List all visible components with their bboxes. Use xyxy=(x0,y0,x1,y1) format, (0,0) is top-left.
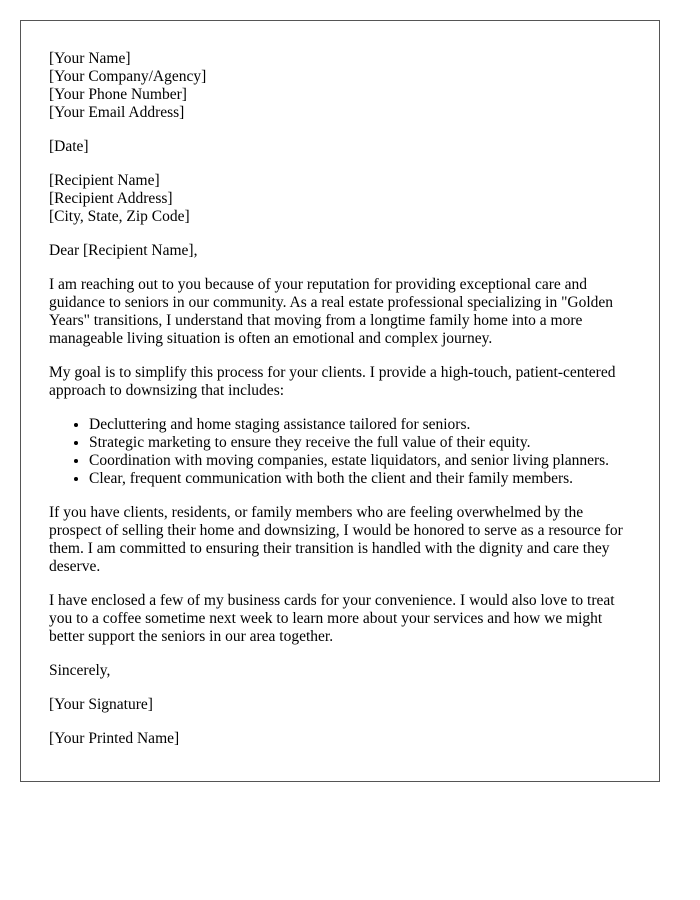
list-item: • Coordination with moving companies, estate liquidators, and senior living planners. xyxy=(89,452,631,470)
sender-phone: [Your Phone Number] xyxy=(49,86,187,103)
letter-date: [Date] xyxy=(49,138,89,155)
recipient-city-state-zip: [City, State, Zip Code] xyxy=(49,208,190,225)
list-item: • Strategic marketing to ensure they receive the full value of their equity. xyxy=(89,434,631,452)
goal-paragraph: My goal is to simplify this process for your clients. I provide a high-touch, patient-centered approach to downsizing that includes: xyxy=(49,364,616,399)
signature-placeholder: [Your Signature] xyxy=(49,696,153,713)
list-item: • Decluttering and home staging assistance tailored for seniors. xyxy=(89,416,631,434)
closing-paragraph: I have enclosed a few of my business cards for your convenience. I would also love to treat you to a coffee sometime next week to learn more about your services and how we might better support the seniors in our area together. xyxy=(49,592,615,645)
letter-page xyxy=(20,20,660,782)
sender-block xyxy=(49,50,631,122)
recipient-name: [Recipient Name] xyxy=(49,172,160,189)
offer-paragraph: If you have clients, residents, or family members who are feeling overwhelmed by the prospect of selling their home and downsizing, I would be honored to serve as a resource for them. I am committed to ensuring their transition is handled with the dignity and care they deserve. xyxy=(49,504,623,575)
recipient-block xyxy=(49,172,631,226)
intro-paragraph: I am reaching out to you because of your reputation for providing exceptional care and guidance to seniors in our community. As a real estate professional specializing in "Golden Years" transitions, I understand that moving from a longtime family home into a more manageable living situation is often an emotional and complex journey. xyxy=(49,276,614,347)
recipient-address: [Recipient Address] xyxy=(49,190,173,207)
list-item: • Clear, frequent communication with both the client and their family members. xyxy=(89,470,631,488)
services-list xyxy=(49,416,631,488)
sender-company: [Your Company/Agency] xyxy=(49,68,207,85)
salutation: Dear [Recipient Name], xyxy=(49,242,198,259)
signoff: Sincerely, xyxy=(49,662,111,679)
printed-name: [Your Printed Name] xyxy=(49,730,180,747)
date-block xyxy=(49,138,631,156)
sender-name: [Your Name] xyxy=(49,50,131,67)
sender-email: [Your Email Address] xyxy=(49,104,185,121)
